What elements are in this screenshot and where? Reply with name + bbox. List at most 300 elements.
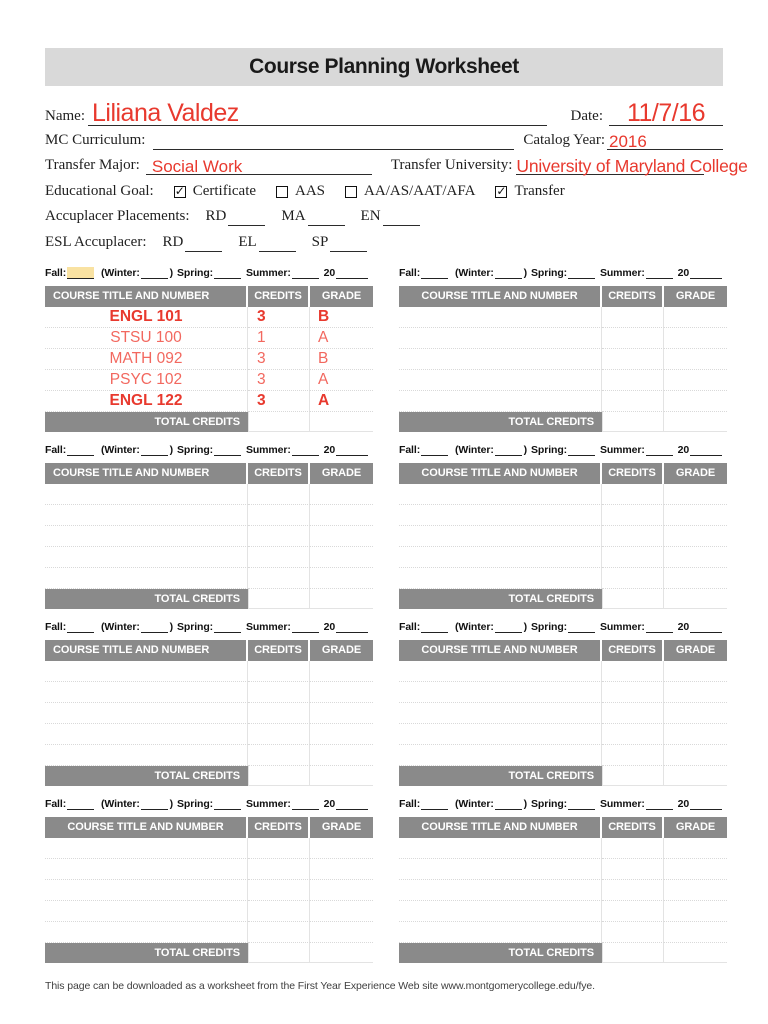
total-credits-label: TOTAL CREDITS <box>399 943 602 963</box>
course-grade-cell[interactable]: B <box>310 307 373 328</box>
course-credits-cell[interactable] <box>602 745 664 766</box>
year-prefix-label: 20 <box>677 621 690 633</box>
course-credits-cell[interactable] <box>602 703 664 724</box>
course-title-cell[interactable] <box>45 547 248 568</box>
date-label: Date: <box>570 108 603 124</box>
course-title-cell[interactable] <box>399 838 602 859</box>
accuplacer-rd-label: RD <box>205 208 227 224</box>
table-header-row <box>399 817 727 838</box>
year-blank[interactable] <box>336 444 368 456</box>
course-credits-cell[interactable] <box>248 484 310 505</box>
semester-season-line <box>399 265 727 280</box>
fall-year-blank[interactable] <box>67 267 94 279</box>
semester-tables-grid <box>45 265 723 973</box>
table-body <box>399 661 727 766</box>
winter-close-paren: ) <box>169 267 174 279</box>
course-credits-cell[interactable] <box>602 349 664 370</box>
column-header-course-title: COURSE TITLE AND NUMBER <box>45 817 248 838</box>
winter-year-blank[interactable] <box>141 798 168 810</box>
course-title-cell[interactable] <box>399 328 602 349</box>
course-credits-cell[interactable] <box>602 682 664 703</box>
course-grade-cell[interactable]: A <box>310 328 373 349</box>
course-title-cell[interactable] <box>399 901 602 922</box>
total-credits-row <box>45 766 373 786</box>
spring-label: Spring: <box>531 267 568 279</box>
course-title-cell[interactable] <box>399 682 602 703</box>
winter-year-blank[interactable] <box>141 444 168 456</box>
fall-year-blank[interactable] <box>421 444 448 456</box>
course-title-cell[interactable] <box>399 505 602 526</box>
summer-year-blank[interactable] <box>646 621 673 633</box>
course-row <box>399 880 727 901</box>
summer-label: Summer: <box>245 267 291 279</box>
course-row <box>45 484 373 505</box>
summer-label: Summer: <box>599 267 645 279</box>
spring-year-blank[interactable] <box>214 444 241 456</box>
course-grade-cell[interactable] <box>664 745 727 766</box>
column-header-credits: CREDITS <box>248 286 310 307</box>
total-credits-value-cell[interactable] <box>602 766 664 786</box>
course-credits-cell[interactable] <box>602 391 664 412</box>
course-grade-cell[interactable] <box>664 370 727 391</box>
esl-el-label: EL <box>238 234 257 250</box>
course-credits-cell[interactable] <box>602 661 664 682</box>
winter-label: (Winter: <box>100 267 140 279</box>
course-row <box>45 880 373 901</box>
accuplacer-ma-field[interactable] <box>308 212 345 226</box>
course-grade-cell[interactable] <box>664 505 727 526</box>
total-credits-value-cell[interactable] <box>602 943 664 963</box>
name-field[interactable] <box>88 100 547 126</box>
course-title-cell[interactable]: ENGL 101 <box>45 307 248 328</box>
spring-year-blank[interactable] <box>568 621 595 633</box>
course-title-cell[interactable] <box>45 505 248 526</box>
total-credits-value-cell[interactable] <box>602 589 664 609</box>
course-row <box>399 724 727 745</box>
column-header-credits: CREDITS <box>248 463 310 484</box>
course-title-cell[interactable] <box>399 370 602 391</box>
spring-year-blank[interactable] <box>568 444 595 456</box>
course-title-cell[interactable] <box>45 682 248 703</box>
year-blank[interactable] <box>336 798 368 810</box>
winter-label: (Winter: <box>100 798 140 810</box>
course-credits-cell[interactable] <box>248 901 310 922</box>
total-credits-value-cell[interactable] <box>248 766 310 786</box>
date-field[interactable] <box>609 100 723 126</box>
course-title-cell[interactable] <box>399 547 602 568</box>
spring-label: Spring: <box>531 444 568 456</box>
course-grade-cell[interactable] <box>664 703 727 724</box>
course-credits-cell[interactable] <box>602 526 664 547</box>
course-credits-cell[interactable] <box>248 703 310 724</box>
total-credits-label: TOTAL CREDITS <box>45 412 248 432</box>
course-title-cell[interactable] <box>45 484 248 505</box>
course-credits-cell[interactable] <box>248 880 310 901</box>
course-row <box>399 745 727 766</box>
summer-year-blank[interactable] <box>292 267 319 279</box>
spring-label: Spring: <box>177 621 214 633</box>
course-title-cell[interactable] <box>45 568 248 589</box>
transfer-university-field[interactable] <box>516 155 748 176</box>
summer-year-blank[interactable] <box>292 621 319 633</box>
year-blank[interactable] <box>690 621 722 633</box>
summer-year-blank[interactable] <box>292 444 319 456</box>
course-title-cell[interactable] <box>45 859 248 880</box>
spring-year-blank[interactable] <box>214 798 241 810</box>
summer-label: Summer: <box>245 444 291 456</box>
winter-year-blank[interactable] <box>141 267 168 279</box>
table-header-row <box>399 640 727 661</box>
course-title-cell[interactable] <box>399 391 602 412</box>
course-row <box>399 484 727 505</box>
total-grade-cell <box>310 412 373 432</box>
spring-label: Spring: <box>177 444 214 456</box>
year-blank[interactable] <box>336 267 368 279</box>
goal-aa-as-aat-afa <box>345 183 475 201</box>
transfer-checkbox[interactable] <box>495 183 507 198</box>
course-title-cell[interactable] <box>399 745 602 766</box>
winter-close-paren: ) <box>169 444 174 456</box>
total-credits-row <box>399 766 727 786</box>
catalog-year-label: Catalog Year: <box>523 132 605 148</box>
course-grade-cell[interactable] <box>310 703 373 724</box>
semester-block-3 <box>45 442 373 609</box>
curriculum-line <box>45 129 723 150</box>
esl-el-field[interactable] <box>259 238 296 252</box>
column-header-credits: CREDITS <box>602 286 664 307</box>
total-credits-value-cell[interactable] <box>248 943 310 963</box>
summer-year-blank[interactable] <box>646 267 673 279</box>
course-title-cell[interactable] <box>399 724 602 745</box>
course-title-cell[interactable] <box>45 703 248 724</box>
column-header-course-title: COURSE TITLE AND NUMBER <box>45 640 248 661</box>
course-grade-cell[interactable] <box>664 568 727 589</box>
course-grade-cell[interactable]: B <box>310 349 373 370</box>
semester-season-line <box>45 796 373 811</box>
course-grade-cell[interactable] <box>310 901 373 922</box>
course-credits-cell[interactable] <box>248 838 310 859</box>
course-credits-cell[interactable] <box>248 922 310 943</box>
column-header-credits: CREDITS <box>248 640 310 661</box>
course-grade-cell[interactable] <box>664 838 727 859</box>
semester-block-7 <box>45 796 373 963</box>
course-credits-cell[interactable]: 3 <box>248 307 310 328</box>
accuplacer-en-field[interactable] <box>383 212 420 226</box>
total-credits-value-cell[interactable] <box>248 589 310 609</box>
total-credits-row <box>399 589 727 609</box>
semester-table <box>399 463 727 609</box>
course-grade-cell[interactable] <box>310 682 373 703</box>
course-credits-cell[interactable] <box>602 484 664 505</box>
course-credits-cell[interactable] <box>248 568 310 589</box>
course-credits-cell[interactable] <box>602 547 664 568</box>
course-grade-cell[interactable] <box>664 859 727 880</box>
column-header-grade: GRADE <box>321 821 362 833</box>
table-body <box>45 307 373 412</box>
course-grade-cell[interactable] <box>310 547 373 568</box>
year-prefix-label: 20 <box>323 267 336 279</box>
course-title-cell[interactable]: ENGL 122 <box>45 391 248 412</box>
fall-label: Fall: <box>399 444 421 456</box>
course-title-cell[interactable] <box>45 880 248 901</box>
course-credits-cell[interactable] <box>248 859 310 880</box>
summer-year-blank[interactable] <box>292 798 319 810</box>
goal-transfer <box>495 183 564 201</box>
course-grade-cell[interactable] <box>310 745 373 766</box>
course-credits-cell[interactable]: 3 <box>248 349 310 370</box>
table-header-row <box>399 286 727 307</box>
aas-checkbox[interactable] <box>276 186 288 198</box>
semester-season-line <box>399 796 727 811</box>
fall-year-blank[interactable] <box>67 444 94 456</box>
winter-year-blank[interactable] <box>495 444 522 456</box>
course-credits-cell[interactable] <box>248 547 310 568</box>
course-row <box>399 661 727 682</box>
transfer-goal-label: Transfer <box>514 182 565 199</box>
name-date-line <box>45 96 723 126</box>
course-row <box>399 922 727 943</box>
semester-table <box>45 817 373 963</box>
course-grade-cell[interactable] <box>664 484 727 505</box>
course-credits-cell[interactable] <box>602 838 664 859</box>
total-grade-cell <box>664 589 727 609</box>
course-row <box>399 568 727 589</box>
winter-year-blank[interactable] <box>495 267 522 279</box>
fall-year-blank[interactable] <box>67 621 94 633</box>
course-grade-cell[interactable] <box>310 505 373 526</box>
course-credits-cell[interactable] <box>602 370 664 391</box>
semester-block-6 <box>399 619 727 786</box>
course-credits-cell[interactable] <box>602 328 664 349</box>
year-blank[interactable] <box>690 267 722 279</box>
footer-note: This page can be downloaded as a worksheet from the First Year Experience Web site www.montgomerycollege.edu/fye. <box>45 980 595 992</box>
course-credits-cell[interactable] <box>248 745 310 766</box>
course-row <box>399 547 727 568</box>
course-row <box>45 661 373 682</box>
course-grade-cell[interactable] <box>664 922 727 943</box>
accuplacer-en <box>361 208 420 226</box>
course-title-cell[interactable] <box>45 901 248 922</box>
fall-label: Fall: <box>399 267 421 279</box>
total-credits-value-cell[interactable] <box>602 412 664 432</box>
fall-year-blank[interactable] <box>421 621 448 633</box>
winter-year-blank[interactable] <box>495 621 522 633</box>
course-grade-cell[interactable] <box>310 526 373 547</box>
certificate-checkbox[interactable] <box>174 183 186 198</box>
course-row <box>399 526 727 547</box>
course-grade-cell[interactable]: A <box>310 391 373 412</box>
transfer-major-field[interactable] <box>146 157 372 175</box>
course-grade-cell[interactable] <box>664 349 727 370</box>
semester-season-line <box>399 619 727 634</box>
total-credits-label: TOTAL CREDITS <box>399 766 602 786</box>
course-title-cell[interactable] <box>399 880 602 901</box>
year-blank[interactable] <box>690 444 722 456</box>
course-grade-cell[interactable] <box>664 526 727 547</box>
winter-label: (Winter: <box>454 621 494 633</box>
fall-label: Fall: <box>45 798 67 810</box>
summer-year-blank[interactable] <box>646 444 673 456</box>
total-credits-row <box>45 412 373 432</box>
winter-year-blank[interactable] <box>495 798 522 810</box>
total-grade-cell <box>310 766 373 786</box>
course-title-cell[interactable] <box>399 526 602 547</box>
certificate-label: Certificate <box>192 182 257 199</box>
year-blank[interactable] <box>336 621 368 633</box>
course-title-cell[interactable] <box>45 526 248 547</box>
course-credits-cell[interactable] <box>248 661 310 682</box>
total-credits-label: TOTAL CREDITS <box>45 589 248 609</box>
total-credits-label: TOTAL CREDITS <box>399 412 602 432</box>
course-grade-cell[interactable] <box>664 901 727 922</box>
course-credits-cell[interactable] <box>602 568 664 589</box>
course-row <box>399 307 727 328</box>
course-title-cell[interactable] <box>399 922 602 943</box>
transfer-major-label: Transfer Major: <box>45 157 140 173</box>
accuplacer-line <box>45 208 723 226</box>
course-credits-cell[interactable] <box>602 859 664 880</box>
course-grade-cell[interactable] <box>664 661 727 682</box>
course-title-cell[interactable] <box>399 703 602 724</box>
transfer-line <box>45 153 748 176</box>
course-row <box>45 568 373 589</box>
spring-year-blank[interactable] <box>568 267 595 279</box>
spring-year-blank[interactable] <box>214 267 241 279</box>
transfer-university-value: University of Maryland College <box>516 155 748 176</box>
course-grade-cell[interactable] <box>310 922 373 943</box>
course-grade-cell[interactable] <box>664 547 727 568</box>
course-credits-cell[interactable] <box>602 307 664 328</box>
course-title-cell[interactable] <box>45 661 248 682</box>
course-title-cell[interactable] <box>45 724 248 745</box>
aa-as-aat-afa-checkbox[interactable] <box>345 186 357 198</box>
course-grade-cell[interactable] <box>310 661 373 682</box>
course-credits-cell[interactable] <box>248 682 310 703</box>
course-credits-cell[interactable] <box>602 724 664 745</box>
table-header-row <box>45 286 373 307</box>
title-bar <box>45 48 723 86</box>
course-grade-cell[interactable] <box>664 307 727 328</box>
course-title-cell[interactable] <box>399 859 602 880</box>
total-credits-label: TOTAL CREDITS <box>45 766 248 786</box>
course-title-cell[interactable] <box>45 922 248 943</box>
summer-label: Summer: <box>245 621 291 633</box>
course-title-cell[interactable] <box>399 349 602 370</box>
course-credits-cell[interactable] <box>248 724 310 745</box>
total-credits-row <box>45 589 373 609</box>
course-grade-cell[interactable] <box>664 391 727 412</box>
course-grade-cell[interactable]: A <box>310 370 373 391</box>
course-credits-cell[interactable] <box>248 526 310 547</box>
course-grade-cell[interactable] <box>664 724 727 745</box>
course-grade-cell[interactable] <box>310 880 373 901</box>
column-header-grade: GRADE <box>675 467 716 479</box>
accuplacer-ma <box>281 208 344 226</box>
table-body <box>45 484 373 589</box>
course-title-cell[interactable]: PSYC 102 <box>45 370 248 391</box>
course-title-cell[interactable] <box>399 568 602 589</box>
aas-label: AAS <box>295 182 326 199</box>
course-grade-cell[interactable] <box>310 838 373 859</box>
course-title-cell[interactable] <box>399 484 602 505</box>
fall-year-blank[interactable] <box>421 267 448 279</box>
course-title-cell[interactable]: STSU 100 <box>45 328 248 349</box>
course-credits-cell[interactable] <box>602 505 664 526</box>
esl-sp <box>312 234 368 252</box>
course-credits-cell[interactable] <box>248 505 310 526</box>
fall-label: Fall: <box>399 621 421 633</box>
course-title-cell[interactable] <box>45 745 248 766</box>
curriculum-field[interactable] <box>153 149 514 150</box>
course-grade-cell[interactable] <box>310 724 373 745</box>
course-row <box>45 547 373 568</box>
course-credits-cell[interactable] <box>602 880 664 901</box>
course-grade-cell[interactable] <box>664 328 727 349</box>
summer-year-blank[interactable] <box>646 798 673 810</box>
spring-year-blank[interactable] <box>214 621 241 633</box>
course-row <box>399 703 727 724</box>
course-title-cell[interactable] <box>45 838 248 859</box>
course-row <box>45 838 373 859</box>
catalog-year-field[interactable] <box>607 132 723 150</box>
semester-table <box>45 286 373 432</box>
name-value: Liliana Valdez <box>91 99 239 127</box>
course-credits-cell[interactable] <box>602 922 664 943</box>
accuplacer-rd-field[interactable] <box>228 212 265 226</box>
total-credits-value-cell[interactable] <box>248 412 310 432</box>
course-grade-cell[interactable] <box>310 859 373 880</box>
course-grade-cell[interactable] <box>664 682 727 703</box>
course-title-cell[interactable] <box>399 661 602 682</box>
course-title-cell[interactable] <box>399 307 602 328</box>
esl-sp-field[interactable] <box>330 238 367 252</box>
total-credits-label: TOTAL CREDITS <box>399 589 602 609</box>
semester-block-5 <box>45 619 373 786</box>
winter-close-paren: ) <box>523 444 528 456</box>
semester-block-4 <box>399 442 727 609</box>
esl-el <box>238 234 295 252</box>
course-credits-cell[interactable]: 3 <box>248 370 310 391</box>
esl-rd <box>162 234 222 252</box>
accuplacer-ma-label: MA <box>281 208 306 224</box>
spring-label: Spring: <box>177 798 214 810</box>
esl-rd-field[interactable] <box>185 238 222 252</box>
winter-label: (Winter: <box>454 267 494 279</box>
course-row <box>45 922 373 943</box>
table-header-row <box>399 463 727 484</box>
spring-year-blank[interactable] <box>568 798 595 810</box>
course-grade-cell[interactable] <box>664 880 727 901</box>
course-credits-cell[interactable]: 3 <box>248 391 310 412</box>
course-credits-cell[interactable]: 1 <box>248 328 310 349</box>
course-credits-cell[interactable] <box>602 901 664 922</box>
fall-year-blank[interactable] <box>421 798 448 810</box>
table-body <box>399 307 727 412</box>
course-grade-cell[interactable] <box>310 568 373 589</box>
winter-close-paren: ) <box>523 798 528 810</box>
course-row <box>45 901 373 922</box>
total-grade-cell <box>664 766 727 786</box>
course-title-cell[interactable]: MATH 092 <box>45 349 248 370</box>
checkmark-icon: ✓ <box>174 183 185 198</box>
course-grade-cell[interactable] <box>310 484 373 505</box>
winter-year-blank[interactable] <box>141 621 168 633</box>
year-blank[interactable] <box>690 798 722 810</box>
fall-year-blank[interactable] <box>67 798 94 810</box>
column-header-course-title: COURSE TITLE AND NUMBER <box>399 640 602 661</box>
esl-sp-label: SP <box>311 234 329 250</box>
page-title: Course Planning Worksheet <box>249 55 519 78</box>
